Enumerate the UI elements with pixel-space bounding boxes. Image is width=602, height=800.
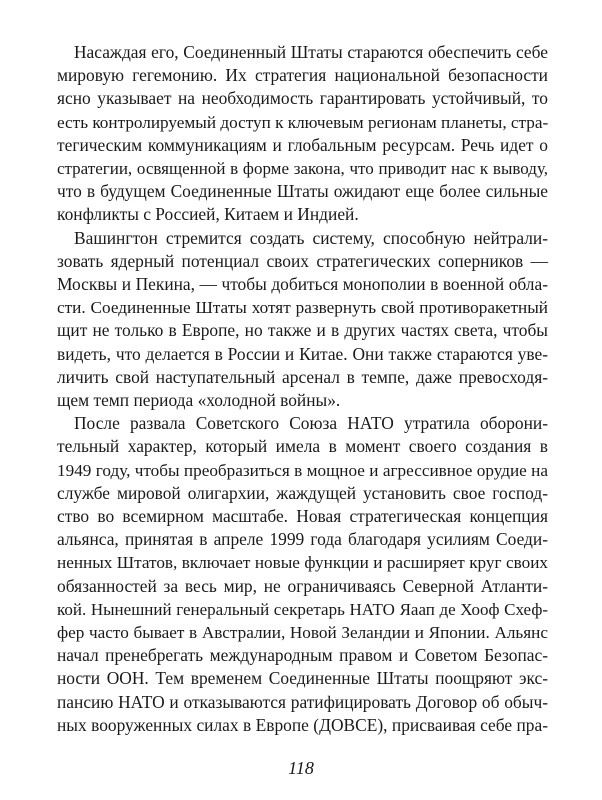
text-line: фер часто бывает в Австралии, Новой Зеландии и Японии. Альянс <box>57 623 548 643</box>
text-line: ных вооруженных силах в Европе (ДОВСЕ), присваивая себе пра- <box>57 714 548 735</box>
text-line: зовать ядерный потенциал своих стратегических соперников — <box>57 250 548 271</box>
text-line: ясно указывает на необходимость гарантировать устойчивый, то <box>57 88 548 109</box>
text-line: тегическим коммуникациям и глобальным ресурсам. Речь идет о <box>57 134 548 155</box>
text-line: сти. Соединенные Штаты хотят развернуть свой противоракетный <box>57 298 548 318</box>
body-text <box>57 41 548 737</box>
text-line: альянса, принятая в апреле 1999 года благодаря усилиям Соеди- <box>57 529 548 550</box>
text-line: личить свой наступательный арсенал в темпе, даже превосходя- <box>57 366 548 387</box>
paragraph <box>57 412 548 737</box>
paragraph <box>57 41 548 227</box>
text-line: конфликты с Россией, Китаем и Индией. <box>57 204 359 225</box>
text-line: обязанностей за весь мир, не ограничиваясь Северной Атланти- <box>57 575 548 596</box>
text-line: есть контролируемый доступ к ключевым регионам планеты, стра- <box>57 112 549 132</box>
text-line: начал пренебрегать международным правом и Советом Безопас- <box>57 645 548 666</box>
text-line: пансию НАТО и отказываются ратифицировать Договор об обыч- <box>57 691 548 712</box>
text-line: Москвы и Пекина, — чтобы добиться монополии в военной обла- <box>57 274 548 295</box>
paragraph <box>57 227 548 413</box>
text-line: щем темп периода «холодной войны». <box>57 390 341 411</box>
text-line: Насаждая его, Соединенный Штаты стараются обеспечить себе <box>74 42 548 62</box>
text-line: службе мировой олигархии, жаждущей установить свое господ- <box>57 482 548 503</box>
text-line: ненных Штатов, включает новые функции и расширяет круг своих <box>57 553 548 573</box>
text-line: После развала Советского Союза НАТО утратила оборони- <box>74 413 548 434</box>
text-line: тельный характер, который имела в момент своего создания в <box>57 436 548 457</box>
page-number: 118 <box>288 758 314 778</box>
text-line: мировую гегемонию. Их стратегия национальной безопасности <box>57 65 548 86</box>
text-line: ности ООН. Тем временем Соединенные Штаты поощряют экс- <box>57 668 548 689</box>
text-line: что в будущем Соединенные Штаты ожидают еще более сильные <box>57 181 548 202</box>
text-line: кой. Нынешний генеральный секретарь НАТО Яаап де Хооф Схеф- <box>57 599 548 619</box>
text-line: щит не только в Европе, но также и в других частях света, чтобы <box>57 320 548 341</box>
text-line: стратегии, освященной в форме закона, что приводит нас к выводу, <box>57 159 548 179</box>
text-line: 1949 году, чтобы преобразиться в мощное и агрессивное орудие на <box>57 460 548 480</box>
text-line: видеть, что делается в России и Китае. Они также стараются уве- <box>57 343 548 364</box>
text-line: Вашингтон стремится создать систему, способную нейтрали- <box>74 227 548 248</box>
text-line: ство во всемирном масштабе. Новая стратегическая концепция <box>57 506 548 527</box>
